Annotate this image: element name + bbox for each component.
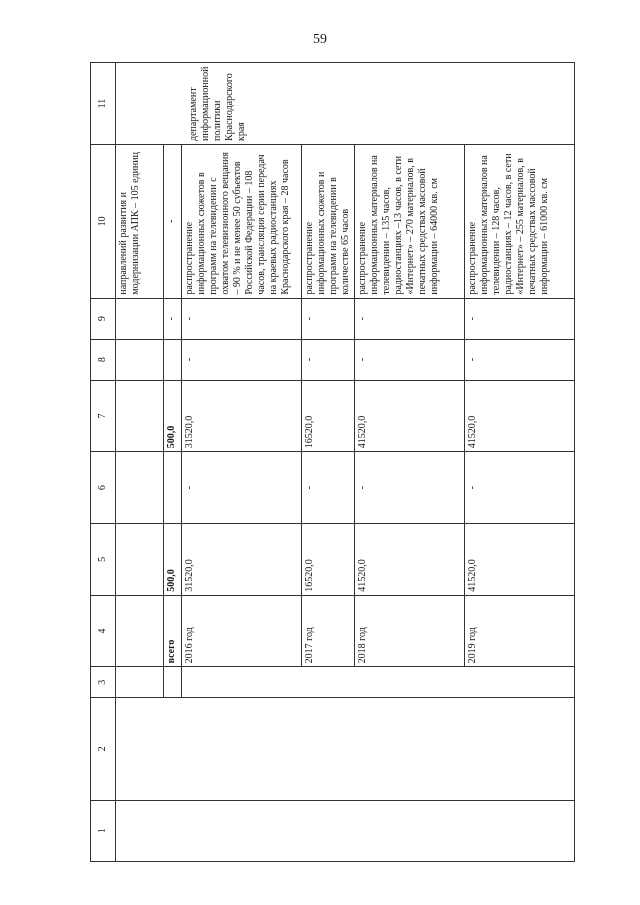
cell-total-col7: 500,0 bbox=[164, 380, 182, 452]
cell-total-col9: - bbox=[164, 298, 182, 339]
cell-2018-col10: распространение информационных материалов на телевидении – 135 часов, радиостанциях –13 часов, в сети «Интернет» – 270 материалов, в печатных средствах массовой информации – 64000 кв. см bbox=[355, 145, 465, 299]
header-cell-6: 6 bbox=[91, 452, 116, 524]
cell-col1 bbox=[116, 800, 575, 861]
header-cell-5: 5 bbox=[91, 524, 116, 596]
cell-2018-col9: - bbox=[355, 298, 465, 339]
cell-col8-top bbox=[116, 339, 164, 380]
cell-2016-year: 2016 год bbox=[182, 595, 302, 667]
header-cell-11: 11 bbox=[91, 63, 116, 145]
header-cell-7: 7 bbox=[91, 380, 116, 452]
header-cell-3: 3 bbox=[91, 667, 116, 698]
cell-col2 bbox=[116, 698, 575, 800]
cell-total-col8 bbox=[164, 339, 182, 380]
cell-2018-col5: 41520,0 bbox=[355, 524, 465, 596]
cell-2019-col9: - bbox=[465, 298, 575, 339]
cell-2018-col7: 41520,0 bbox=[355, 380, 465, 452]
cell-2016-col10: распространение информационных сюжетов в программ на телевидении с охватом телевизионного вещания – 90 % и не менее 50 субъектов Российской Федерации – 108 часов, трансляция серии передач на краевых радиостанциях Краснодарского края – 28 часов bbox=[182, 145, 302, 299]
header-cell-2: 2 bbox=[91, 698, 116, 800]
cell-2017-col10: распространение информационных сюжетов и программ на телевидении в количестве 65 часов bbox=[302, 145, 355, 299]
cell-total-label: всего bbox=[164, 595, 182, 667]
cell-2018-col8: - bbox=[355, 339, 465, 380]
cell-2019-col6: - bbox=[465, 452, 575, 524]
cell-col5-top bbox=[116, 524, 164, 596]
cell-col3-top bbox=[116, 667, 164, 698]
cell-2019-col5: 41520,0 bbox=[465, 524, 575, 596]
table-row-top bbox=[116, 63, 164, 862]
cell-2016-col6: - bbox=[182, 452, 302, 524]
cell-2018-year: 2018 год bbox=[355, 595, 465, 667]
header-cell-4: 4 bbox=[91, 595, 116, 667]
header-cell-8: 8 bbox=[91, 339, 116, 380]
cell-total-col5: 500,0 bbox=[164, 524, 182, 596]
cell-2019-year: 2019 год bbox=[465, 595, 575, 667]
cell-total-col10: - bbox=[164, 145, 182, 299]
cell-col6-top bbox=[116, 452, 164, 524]
cell-2017-col6: - bbox=[302, 452, 355, 524]
table-header-row bbox=[91, 63, 116, 862]
cell-col7-top bbox=[116, 380, 164, 452]
cell-2017-col9: - bbox=[302, 298, 355, 339]
cell-2016-col8: - bbox=[182, 339, 302, 380]
cell-col3-total bbox=[164, 667, 182, 698]
cell-2017-col5: 16520,0 bbox=[302, 524, 355, 596]
cell-2016-col5: 31520,0 bbox=[182, 524, 302, 596]
cell-2017-col7: 16520,0 bbox=[302, 380, 355, 452]
cell-2016-col9: - bbox=[182, 298, 302, 339]
cell-col11: департамент информационной политики Краснодарского края bbox=[116, 63, 575, 145]
cell-col4-top bbox=[116, 595, 164, 667]
cell-2018-col6: - bbox=[355, 452, 465, 524]
data-table bbox=[90, 62, 575, 862]
cell-2017-year: 2017 год bbox=[302, 595, 355, 667]
cell-2016-col7: 31520,0 bbox=[182, 380, 302, 452]
header-cell-10: 10 bbox=[91, 145, 116, 299]
cell-col9-top bbox=[116, 298, 164, 339]
header-cell-9: 9 bbox=[91, 298, 116, 339]
cell-2019-col8: - bbox=[465, 339, 575, 380]
page-number: 59 bbox=[313, 32, 327, 47]
cell-total-col6 bbox=[164, 452, 182, 524]
cell-col10-top: направлений развития и модернизации АПК – 105 единиц bbox=[116, 145, 164, 299]
cell-2019-col10: распространение информационных материалов на телевидении – 128 часов, радиостанциях – 12 часов, в сети «Интернет» – 255 материалов, в печатных средствах массовой информации – 61000 кв. см bbox=[465, 145, 575, 299]
cell-col3-years bbox=[182, 667, 575, 698]
cell-2019-col7: 41520,0 bbox=[465, 380, 575, 452]
header-cell-1: 1 bbox=[91, 800, 116, 861]
cell-2017-col8: - bbox=[302, 339, 355, 380]
rotated-table-wrapper bbox=[90, 62, 570, 862]
